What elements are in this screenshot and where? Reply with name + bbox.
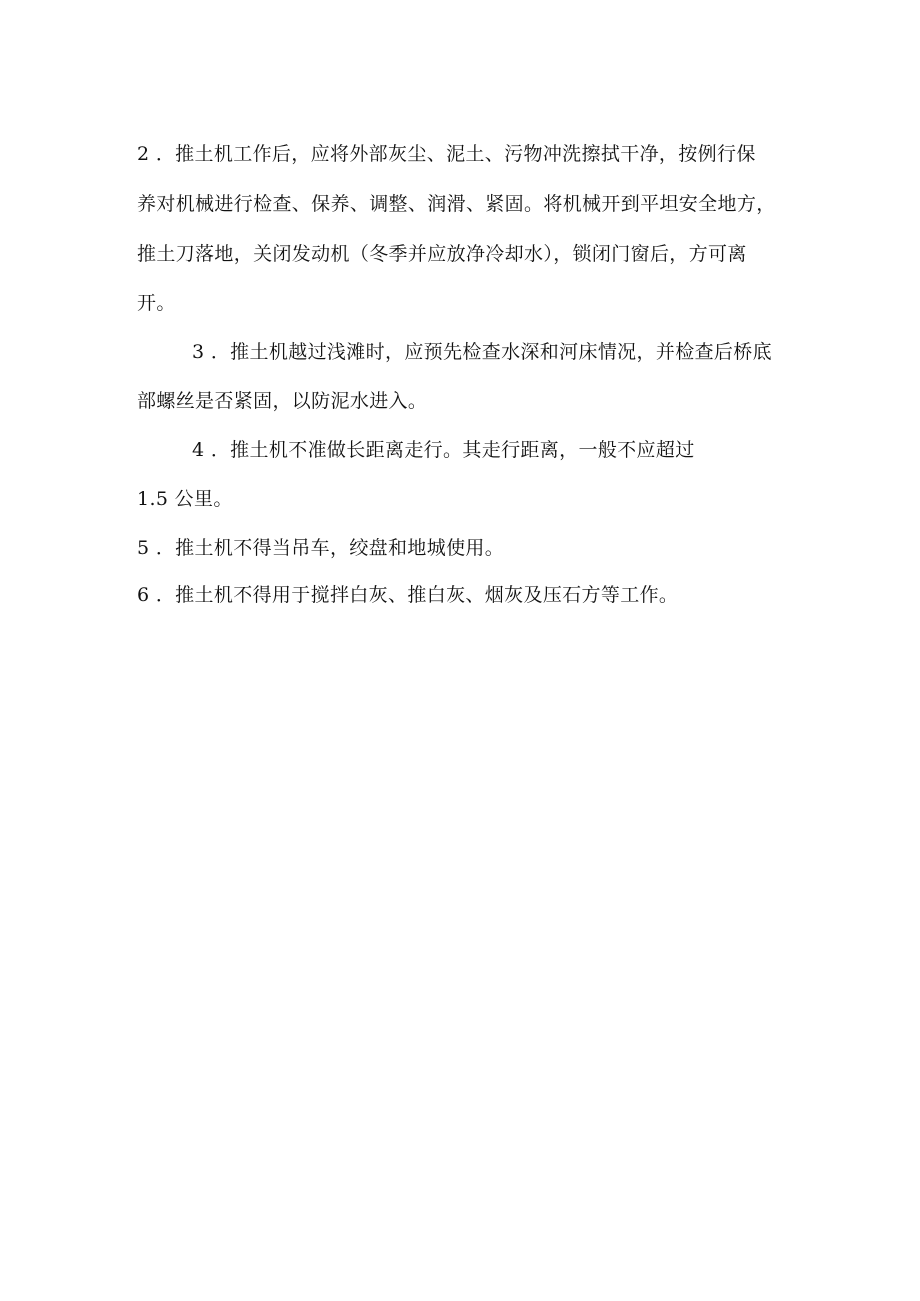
item-6-line: 6 ．推土机不得用于搅拌白灰、推白灰、烟灰及压石方等工作。 <box>137 584 679 606</box>
item-2-line-3: 推土刀落地，关闭发动机（冬季并应放净冷却水），锁闭门窗后，方可离 <box>137 243 747 265</box>
item-4-line-2: 1.5 公里。 <box>137 488 233 510</box>
item-2-line-4: 开。 <box>137 292 176 314</box>
item-2-line-1: 2 ．推土机工作后，应将外部灰尘、泥土、污物冲洗擦拭干净，按例行保 <box>137 143 756 165</box>
item-3-line-2: 部螺丝是否紧固，以防泥水进入。 <box>137 390 428 412</box>
item-5-line: 5 ．推土机不得当吊车，绞盘和地城使用。 <box>137 537 505 559</box>
item-4-line-1: 4 ．推土机不准做长距离走行。其走行距离，一般不应超过 <box>192 439 695 461</box>
item-3-line-1: 3 ．推土机越过浅滩时，应预先检查水深和河床情况，并检查后桥底 <box>192 341 772 363</box>
item-2-line-2: 养对机械进行检查、保养、调整、润滑、紧固。将机械开到平坦安全地方， <box>137 193 776 215</box>
